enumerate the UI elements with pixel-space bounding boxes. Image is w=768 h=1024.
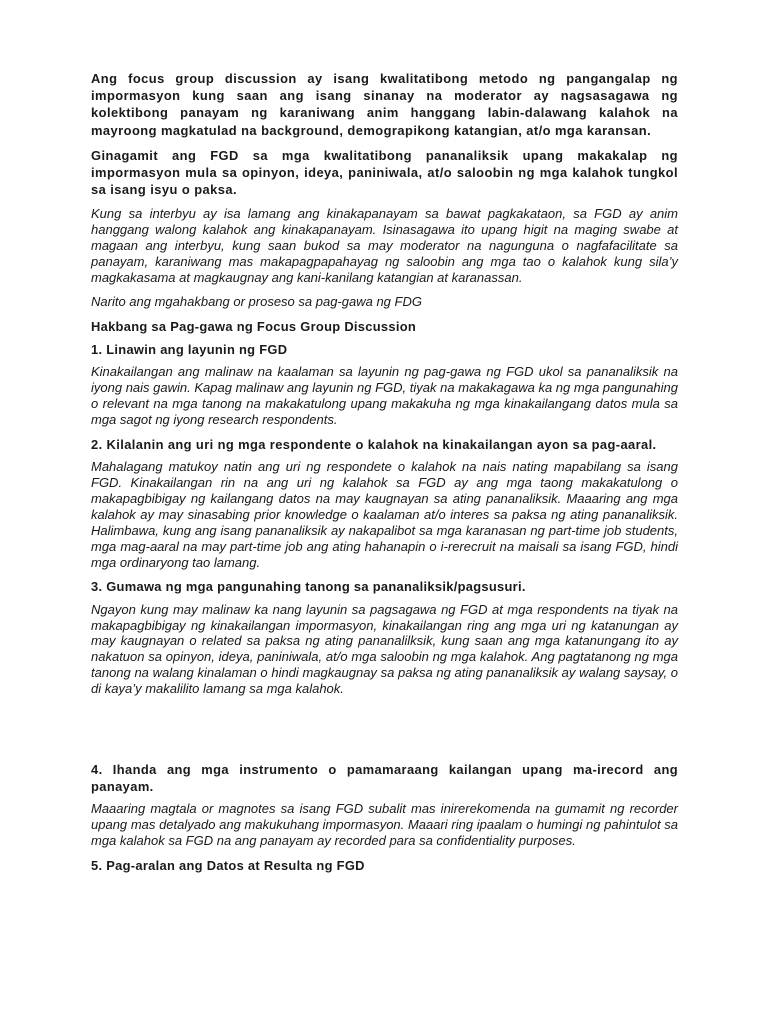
step-2-body: Mahalagang matukoy natin ang uri ng respondete o kalahok na nais nating mapabilang sa isang FGD. Kinakailangan rin na ang uri ng kalahok sa FGD ay ang mga taong makakatulong o makapagbibigay ng kailangang datos na may kaugnayan sa ating pananaliksik. Maaaring ang mga kalahok ay may sinasabing prior knowledge o kaalaman at/o interes sa paksa ng ating pananaliksik. Halimbawa, kung ang isang pananaliksik ay nakapalibot sa mga karanasan ng part-time job students, mga mag-aaral na may part-time job ang ating hahanapin o i-rerecruit na maisali sa isang FGD, hindi mga ordinaryong tao lamang. [91,459,678,570]
step-4-heading: 4. Ihanda ang mga instrumento o pamamaraang kailangan upang ma-irecord ang panayam. [91,762,678,795]
intro-paragraph-4: Narito ang mgahakbang or proseso sa pag-gawa ng FDG [91,293,422,309]
step-1-heading: 1. Linawin ang layunin ng FGD [91,342,288,358]
step-4-body: Maaaring magtala or magnotes sa isang FGD subalit mas inirerekomenda na gumamit ng recorder upang mas detalyado ang makukuhang impormasyon. Maaari ring ipaalam o humingi ng pahintulot sa mga kalahok sa FGD na ang panayam ay recorded para sa confidentiality purposes. [91,801,678,849]
step-3-heading: 3. Gumawa ng mga pangunahing tanong sa pananaliksik/pagsusuri. [91,579,526,595]
blank-gap [91,705,678,761]
step-2-heading: 2. Kilalanin ang uri ng mga respondente o kalahok na kinakailangan ayon sa pag-aaral. [91,436,657,452]
step-1-body: Kinakailangan ang malinaw na kaalaman sa layunin ng pag-gawa ng FGD ukol sa pananaliksik na iyong nais gawin. Kapag malinaw ang layunin ng FGD, tiyak na makakagawa ka ng mga pangunahing o relevant na mga tanong na makakatulong upang makakuha ng mga kinakailangang datos mula sa mga sagot ng iyong research respondents. [91,364,678,427]
section-title: Hakbang sa Pag-gawa ng Focus Group Discussion [91,318,417,334]
intro-paragraph-1: Ang focus group discussion ay isang kwalitatibong metodo ng pangangalap ng impormasyon kung saan ang isang sinanay na moderator ay nagsasagawa ng kolektibong panayam ng karaniwang anim hanggang labin-dalawang kalahok na mayroong magkatulad na background, demograpikong katangian, at/o mga karansan. [91,71,678,138]
step-5-heading: 5. Pag-aralan ang Datos at Resulta ng FGD [91,858,365,874]
intro-paragraph-2: Ginagamit ang FGD sa mga kwalitatibong pananaliksik upang makakalap ng impormasyon mula sa opinyon, ideya, paniniwala, at/o saloobin ng mga kalahok tungkol sa isang isyu o paksa. [91,147,678,198]
step-3-body: Ngayon kung may malinaw ka nang layunin sa pagsagawa ng FGD at mga respondents na tiyak na makapagbibigay ng kinakailangan impormasyon, kinakailangan ring ang mga uri ng katanungan ay may kaugnayan o related sa paksa ng ating pananalilksik, kung saan ang mga katanungang ito ay nakatuon sa opinyon, ideya, paniniwala, at/o mga saloobin ng mga kalahok. Ang pagtatanong ng mga tanong na walang kinalaman o hindi magkaugnay sa paksa ng ating pananaliksik ay walang saysay, o di kaya’y makalilito lamang sa mga kalahok. [91,601,678,697]
intro-paragraph-3: Kung sa interbyu ay isa lamang ang kinakapanayam sa bawat pagkakataon, sa FGD ay anim hanggang walong kalahok ang kinakapanayam. Isinasagawa ito upang higit na maging swabe at magaan ang interbyu, kung saan bukod sa may moderator na nagunguna o nagfafacilitate sa panayam, karaniwang mas makapagpapahayag ng saloobin ang mga tao o kalahok kung sila’y magkakasama at magkaugnay ang kani-kanilang katangian at karanassan. [91,206,678,286]
